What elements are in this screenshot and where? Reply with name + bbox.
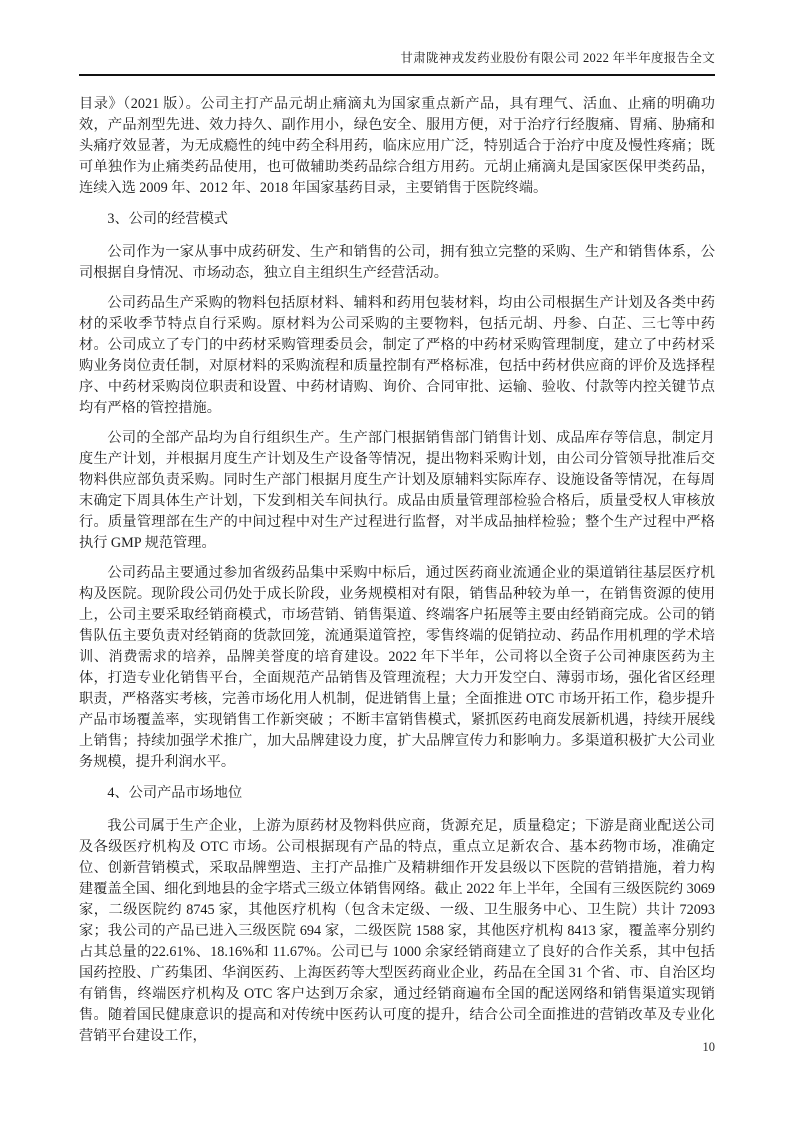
paragraph-production: 公司的全部产品均为自行组织生产。生产部门根据销售部门销售计划、成品库存等信息，制定月度生产计划，并根据月度生产计划及生产设备等情况，提出物料采购计划，由公司分管领导批准后交物料供应部负责采购。同时生产部门根据月度生产计划及原辅料实际库存、设施设备等情况，在每周末确定下周具体生产计划，下发到相关车间执行。成品由质量管理部检验合格后，质量受权人审核放行。质量管理部在生产的中间过程中对生产过程进行监督，对半成品抽样检验；整个生产过程中严格执行 GMP 规范管理。 (79, 430, 715, 551)
section-heading-business-model: 3、公司的经营模式 (107, 211, 228, 227)
paragraph-market-position: 我公司属于生产企业，上游为原药材及物料供应商，货源充足，质量稳定；下游是商业配送公司及各级医疗机构及 OTC 市场。公司根据现有产品的特点，重点立足新农合、基本药物市场，准确定位、创新营销模式，采取品牌塑造、主打产品推广及精耕细作开发县级以下医院的营销措施，着力构建覆盖全国、细化到地县的金字塔式三级立体销售网络。截止 2022 年上半年，全国有三级医院约 3069 家，二级医院约 8745 家，其他医疗机构（包含未定级、一级、卫生服务中心、卫生院）共计 72093 家；我公司的产品已进入三级医院 694 家，二级医院 1588 家，其他医疗机构 8413 家，覆盖率分别约占其总量的22.61%、18.16%和 11.67%。公司已与 1000 余家经销商建立了良好的合作关系，其中包括国药控股、广药集团、华润医药、上海医药等大型医药商业企业，药品在全国 31 个省、市、自治区均有销售，终端医疗机构及 OTC 客户达到万余家，通过经销商遍布全国的配送网络和销售渠道实现销售。随着国民健康意识的提高和对传统中医药认可度的提升，结合公司全面推进的营销改革及专业化营销平台建设工作， (79, 818, 715, 1044)
header-title: 甘肃陇神戎发药业股份有限公司 2022 年半年度报告全文 (400, 51, 715, 65)
paragraph-sales: 公司药品主要通过参加省级药品集中采购中标后，通过医药商业流通企业的渠道销往基层医疗机构及医院。现阶段公司仍处于成长阶段，业务规模相对有限，销售品种较为单一，在销售资源的使用上，公司主要采取经销商模式，市场营销、销售渠道、终端客户拓展等主要由经销商完成。公司的销售队伍主要负责对经销商的货款回笼，流通渠道管控，零售终端的促销拉动、药品作用机理的学术培训、消费需求的培养，品牌美誉度的培育建设。2022 年下半年，公司将以全资子公司神康医药为主体，打造专业化销售平台，全面规范产品销售及管理流程；大力开发空白、薄弱市场，强化省区经理职责，严格落实考核，完善市场化用人机制，促进销售上量；全面推进 OTC 市场开拓工作，稳步提升产品市场覆盖率，实现销售工作新突破 ；不断丰富销售模式，紧抓医药电商发展新机遇，持续开展线上销售；持续加强学术推广，加大品牌建设力度，扩大品牌宣传力和影响力。多渠道积极扩大公司业务规模，提升利润水平。 (79, 565, 715, 770)
section-heading-market-position: 4、公司产品市场地位 (107, 785, 243, 801)
paragraph-company-overview: 公司作为一家从事中成药研发、生产和销售的公司，拥有独立完整的采购、生产和销售体系，公司根据自身情况、市场动态，独立自主组织生产经营活动。 (79, 244, 715, 281)
paragraph-product-continuation: 目录》（2021 版）。公司主打产品元胡止痛滴丸为国家重点新产品，具有理气、活血、止痛的明确功效，产品剂型先进、效力持久、副作用小，绿色安全、服用方便，对于治疗行经腹痛、胃痛、胁痛和头痛疗效显著，为无成瘾性的纯中药全科用药，临床应用广泛，特别适合于治疗中度及慢性疼痛；既可单独作为止痛类药品使用，也可做辅助类药品综合组方用药。元胡止痛滴丸是国家医保甲类药品，连续入选 2009 年、2012 年、2018 年国家基药目录，主要销售于医院终端。 (79, 96, 715, 196)
page-header (79, 50, 715, 76)
page-number: 10 (702, 1040, 715, 1054)
paragraph-procurement: 公司药品生产采购的物料包括原材料、辅料和药用包装材料，均由公司根据生产计划及各类中药材的采收季节特点自行采购。原材料为公司采购的主要物料，包括元胡、丹参、白芷、三七等中药材。公司成立了专门的中药材采购管理委员会，制定了严格的中药材采购管理制度，建立了中药材采购业务岗位责任制，对原材料的采购流程和质量控制有严格标准，包括中药材供应商的评价及选择程序、中药材采购岗位职责和设置、中药材请购、询价、合同审批、运输、验收、付款等内控关键节点均有严格的管控措施。 (79, 295, 715, 416)
document-body (79, 94, 715, 1047)
